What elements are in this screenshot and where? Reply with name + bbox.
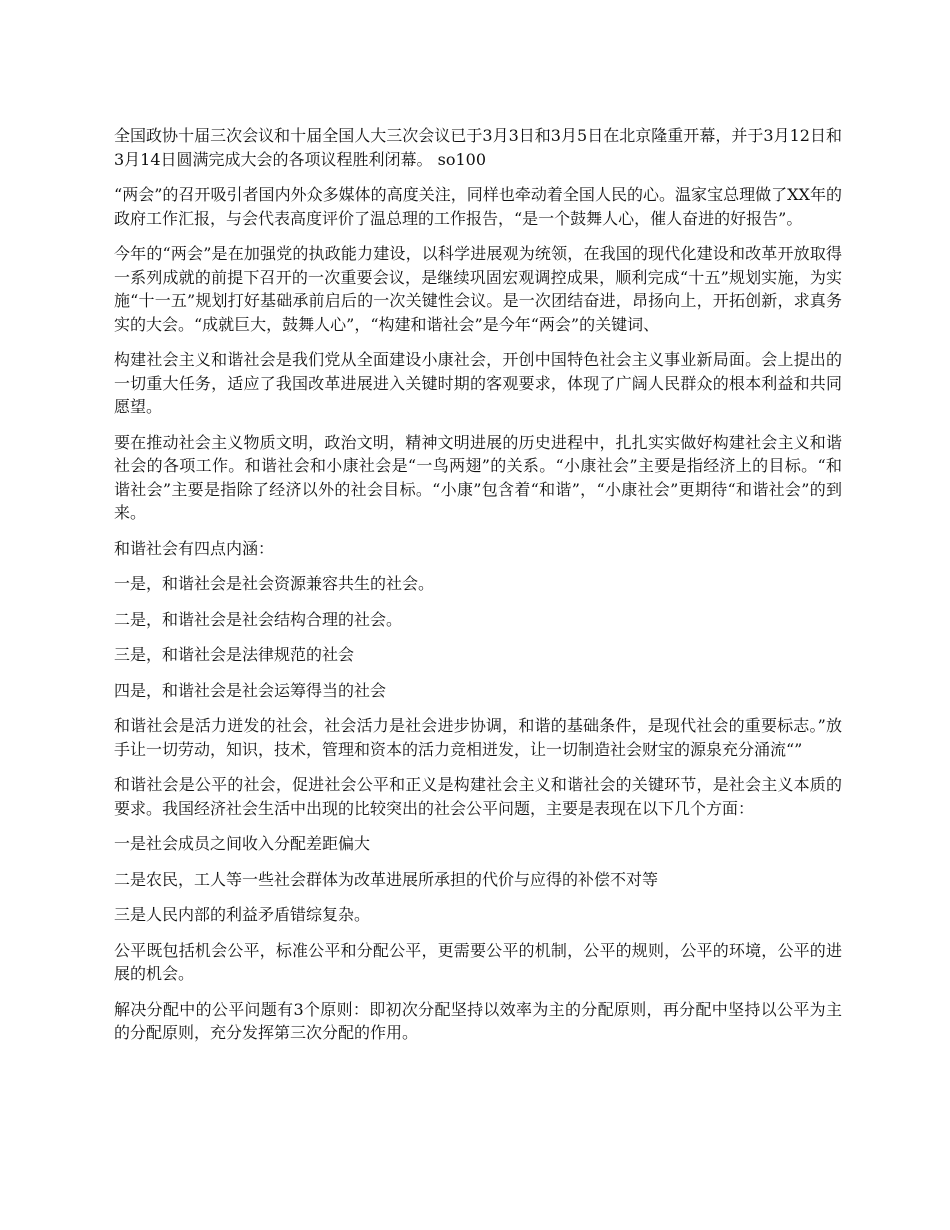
paragraph-1: 全国政协十届三次会议和十届全国人大三次会议已于3月3日和3月5日在北京隆重开幕，并于3月12日和3月14日圆满完成大会的各项议程胜利闭幕。 so100 — [114, 126, 842, 169]
paragraph-12: 和谐社会是公平的社会，促进社会公平和正义是构建社会主义和谐社会的关键环节，是社会主义本质的要求。我国经济社会生活中出现的比较突出的社会公平问题，主要是表现在以下几个方面： — [114, 775, 842, 818]
paragraph-16: 公平既包括机会公平，标准公平和分配公平，更需要公平的机制，公平的规则，公平的环境，公平的进展的机会。 — [114, 940, 842, 983]
paragraph-14: 二是农民，工人等一些社会群体为改革进展所承担的代价与应得的补偿不对等 — [114, 869, 659, 889]
paragraph-9: 三是，和谐社会是法律规范的社会 — [114, 645, 355, 664]
paragraph-15: 三是人民内部的利益矛盾错综复杂。 — [114, 905, 371, 924]
paragraph-3: 今年的“两会”是在加强党的执政能力建设，以科学进展观为统领，在我国的现代化建设和改革开放取得一系列成就的前提下召开的一次重要会议，是继续巩固宏观调控成果，顺利完成“十五”规划实施，为实施“十一五”规划打好基础承前启后的一次关键性会议。是一次团结奋进，昂扬向上，开拓创新，求真务实的大会。“成就巨大，鼓舞人心”，“构建和谐社会”是今年“两会”的关键词、 — [114, 244, 842, 334]
paragraph-5: 要在推动社会主义物质文明，政治文明，精神文明进展的历史进程中，扎扎实实做好构建社会主义和谐社会的各项工作。和谐社会和小康社会是“一鸟两翅”的关系。“小康社会”主要是指经济上的目标。“和谐社会”主要是指除了经济以外的社会目标。“小康”包含着“和谐”，“小康社会”更期待“和谐社会”的到来。 — [114, 432, 842, 522]
paragraph-13: 一是社会成员之间收入分配差距偏大 — [114, 834, 371, 853]
paragraph-8: 二是，和谐社会是社会结构合理的社会。 — [114, 609, 403, 629]
paragraph-10: 四是，和谐社会是社会运筹得当的社会 — [114, 680, 387, 700]
paragraph-17: 解决分配中的公平问题有3个原则：即初次分配坚持以效率为主的分配原则，再分配中坚持以公平为主的分配原则，充分发挥第三次分配的作用。 — [114, 999, 842, 1042]
paragraph-4: 构建社会主义和谐社会是我们党从全面建设小康社会，开创中国特色社会主义事业新局面。会上提出的一切重大任务，适应了我国改革进展进入关键时期的客观要求，体现了广阔人民群众的根本利益和共同愿望。 — [114, 350, 842, 416]
paragraph-11: 和谐社会是活力迸发的社会，社会活力是社会进步协调，和谐的基础条件，是现代社会的重要标志。”放手让一切劳动，知识，技术，管理和资本的活力竞相迸发，让一切制造社会财宝的源泉充分涌流“” — [114, 716, 842, 759]
paragraph-6: 和谐社会有四点内涵： — [114, 538, 275, 558]
document-body — [114, 124, 842, 1057]
paragraph-2: “两会”的召开吸引者国内外众多媒体的高度关注，同样也牵动着全国人民的心。温家宝总理做了XX年的政府工作汇报，与会代表高度评价了温总理的工作报告，“是一个鼓舞人心，催人奋进的好报告”。 — [114, 185, 842, 228]
paragraph-7: 一是，和谐社会是社会资源兼容共生的社会。 — [114, 574, 435, 593]
